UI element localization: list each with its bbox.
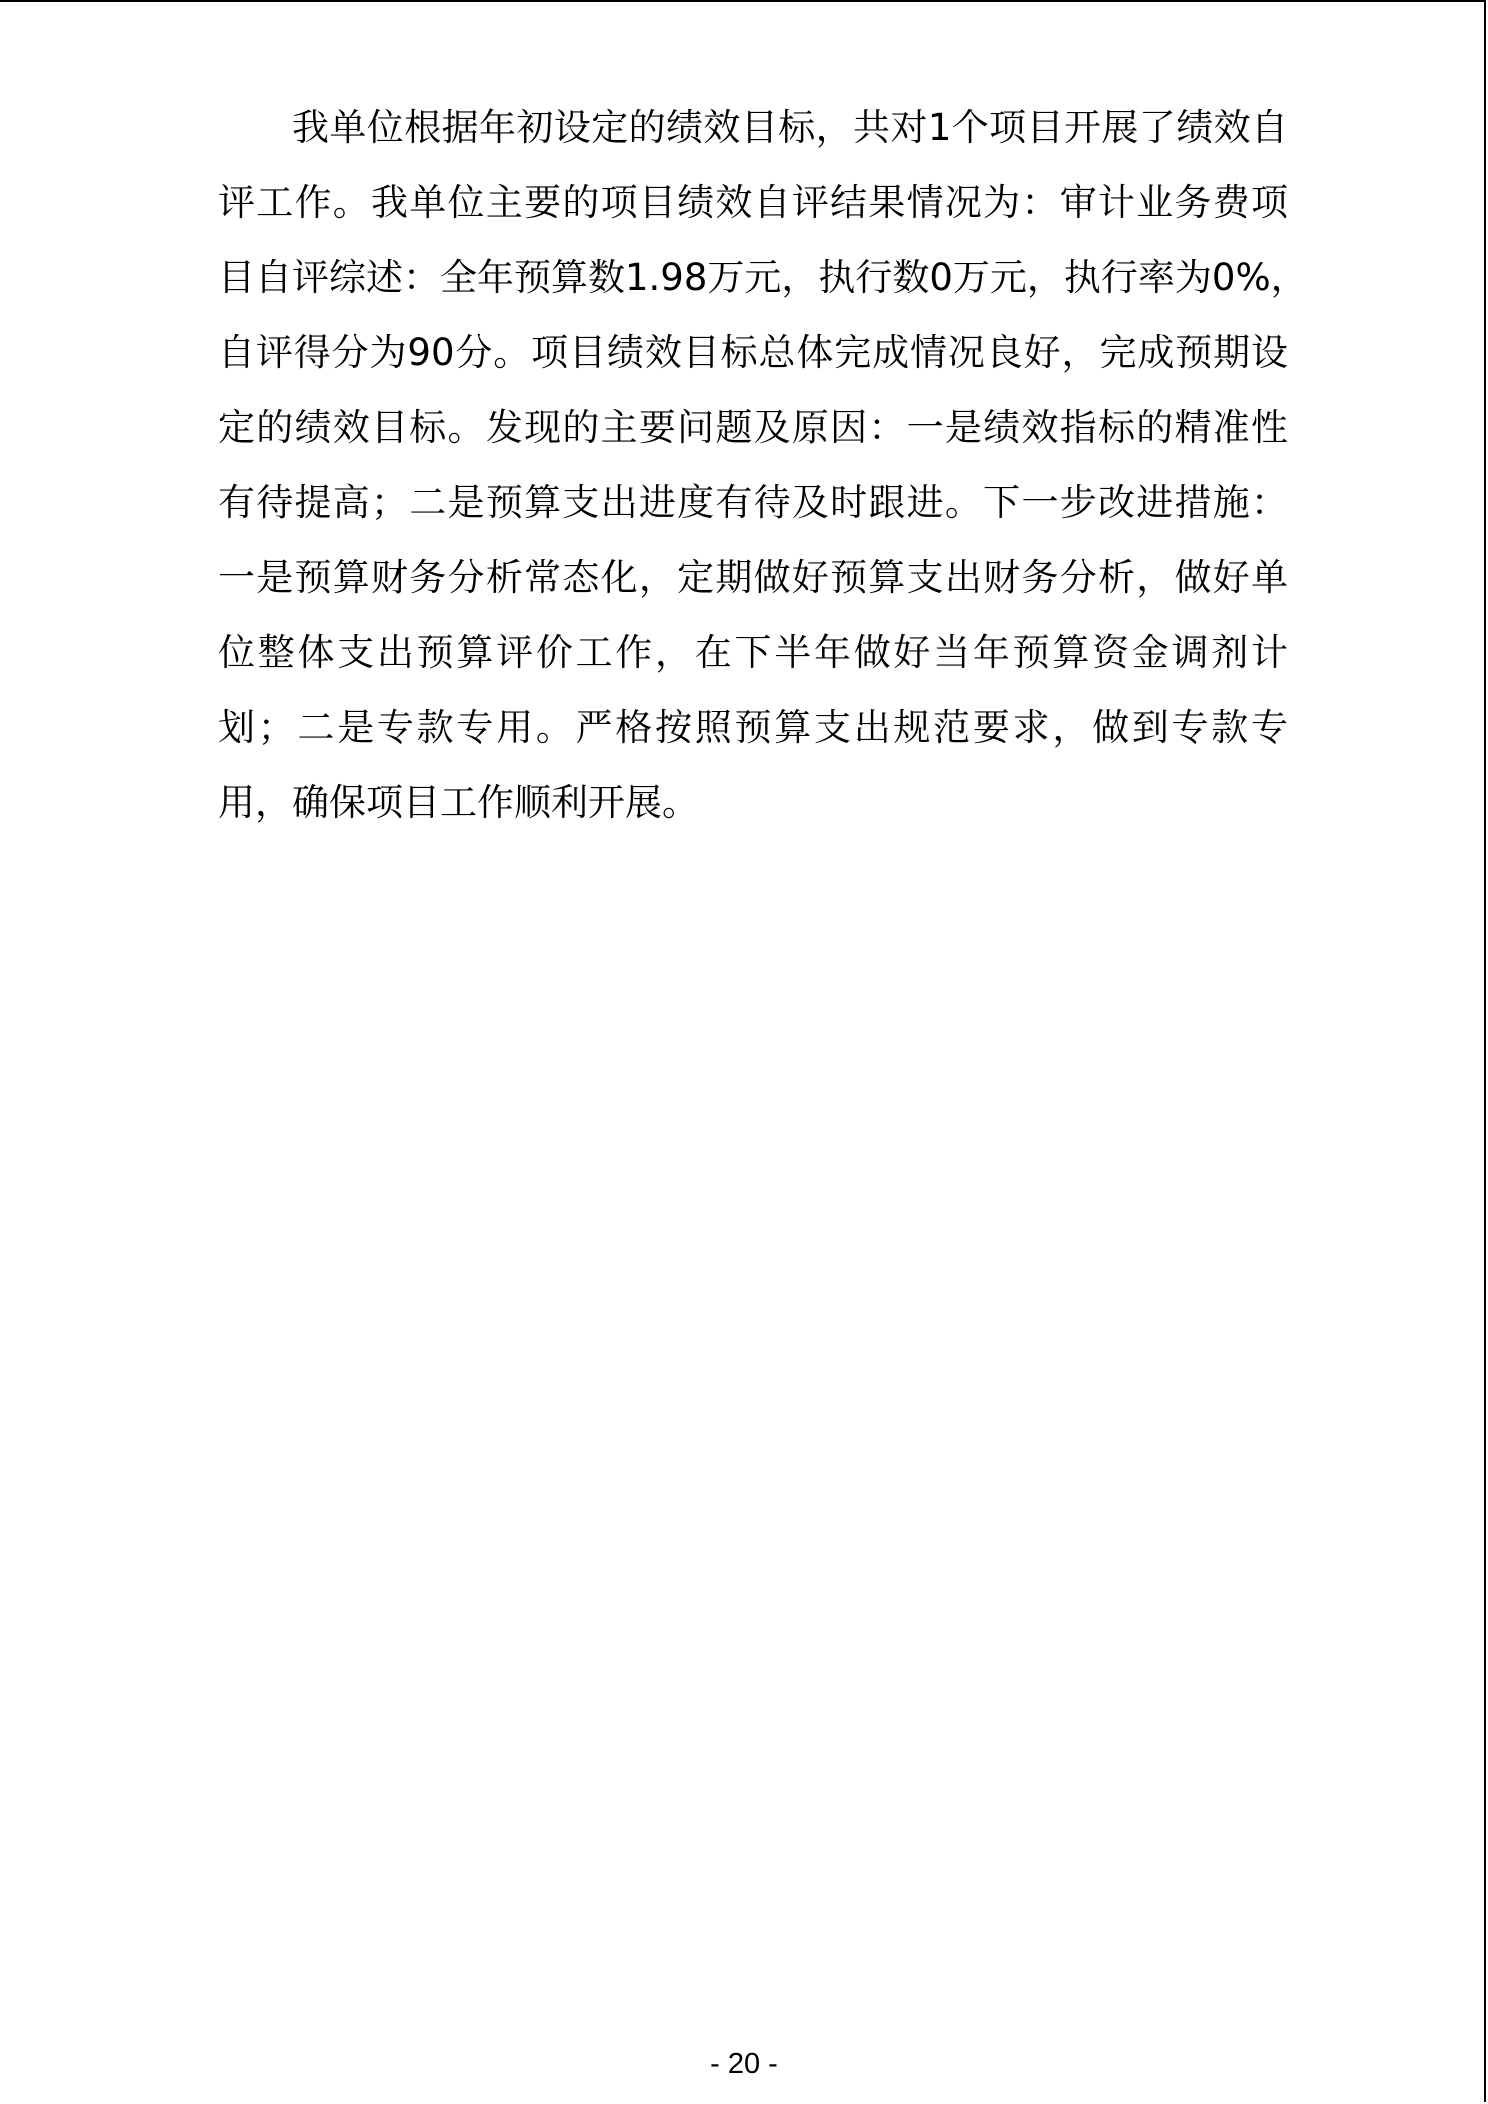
paragraph-line: 我单位根据年初设定的绩效目标，共对1个项目开展了绩效自	[292, 106, 1288, 149]
paragraph-line: 目自评综述：全年预算数1.98万元，执行数0万元，执行率为0%，	[218, 256, 1308, 299]
paragraph-line: 自评得分为90分。项目绩效目标总体完成情况良好，完成预期设	[218, 331, 1288, 374]
paragraph-line: 有待提高；二是预算支出进度有待及时跟进。下一步改进措施：	[218, 481, 1288, 524]
paragraph-line: 定的绩效目标。发现的主要问题及原因：一是绩效指标的精准性	[218, 406, 1288, 449]
paragraph-line: 划；二是专款专用。严格按照预算支出规范要求，做到专款专	[218, 706, 1288, 749]
paragraph-line: 一是预算财务分析常态化，定期做好预算支出财务分析，做好单	[218, 556, 1288, 599]
page-number: - 20 -	[710, 2048, 778, 2080]
paragraph-line: 位整体支出预算评价工作，在下半年做好当年预算资金调剂计	[218, 631, 1288, 674]
paragraph-line: 评工作。我单位主要的项目绩效自评结果情况为：审计业务费项	[218, 181, 1288, 224]
body-paragraph	[218, 98, 1308, 848]
paragraph-line: 用，确保项目工作顺利开展。	[218, 781, 699, 824]
